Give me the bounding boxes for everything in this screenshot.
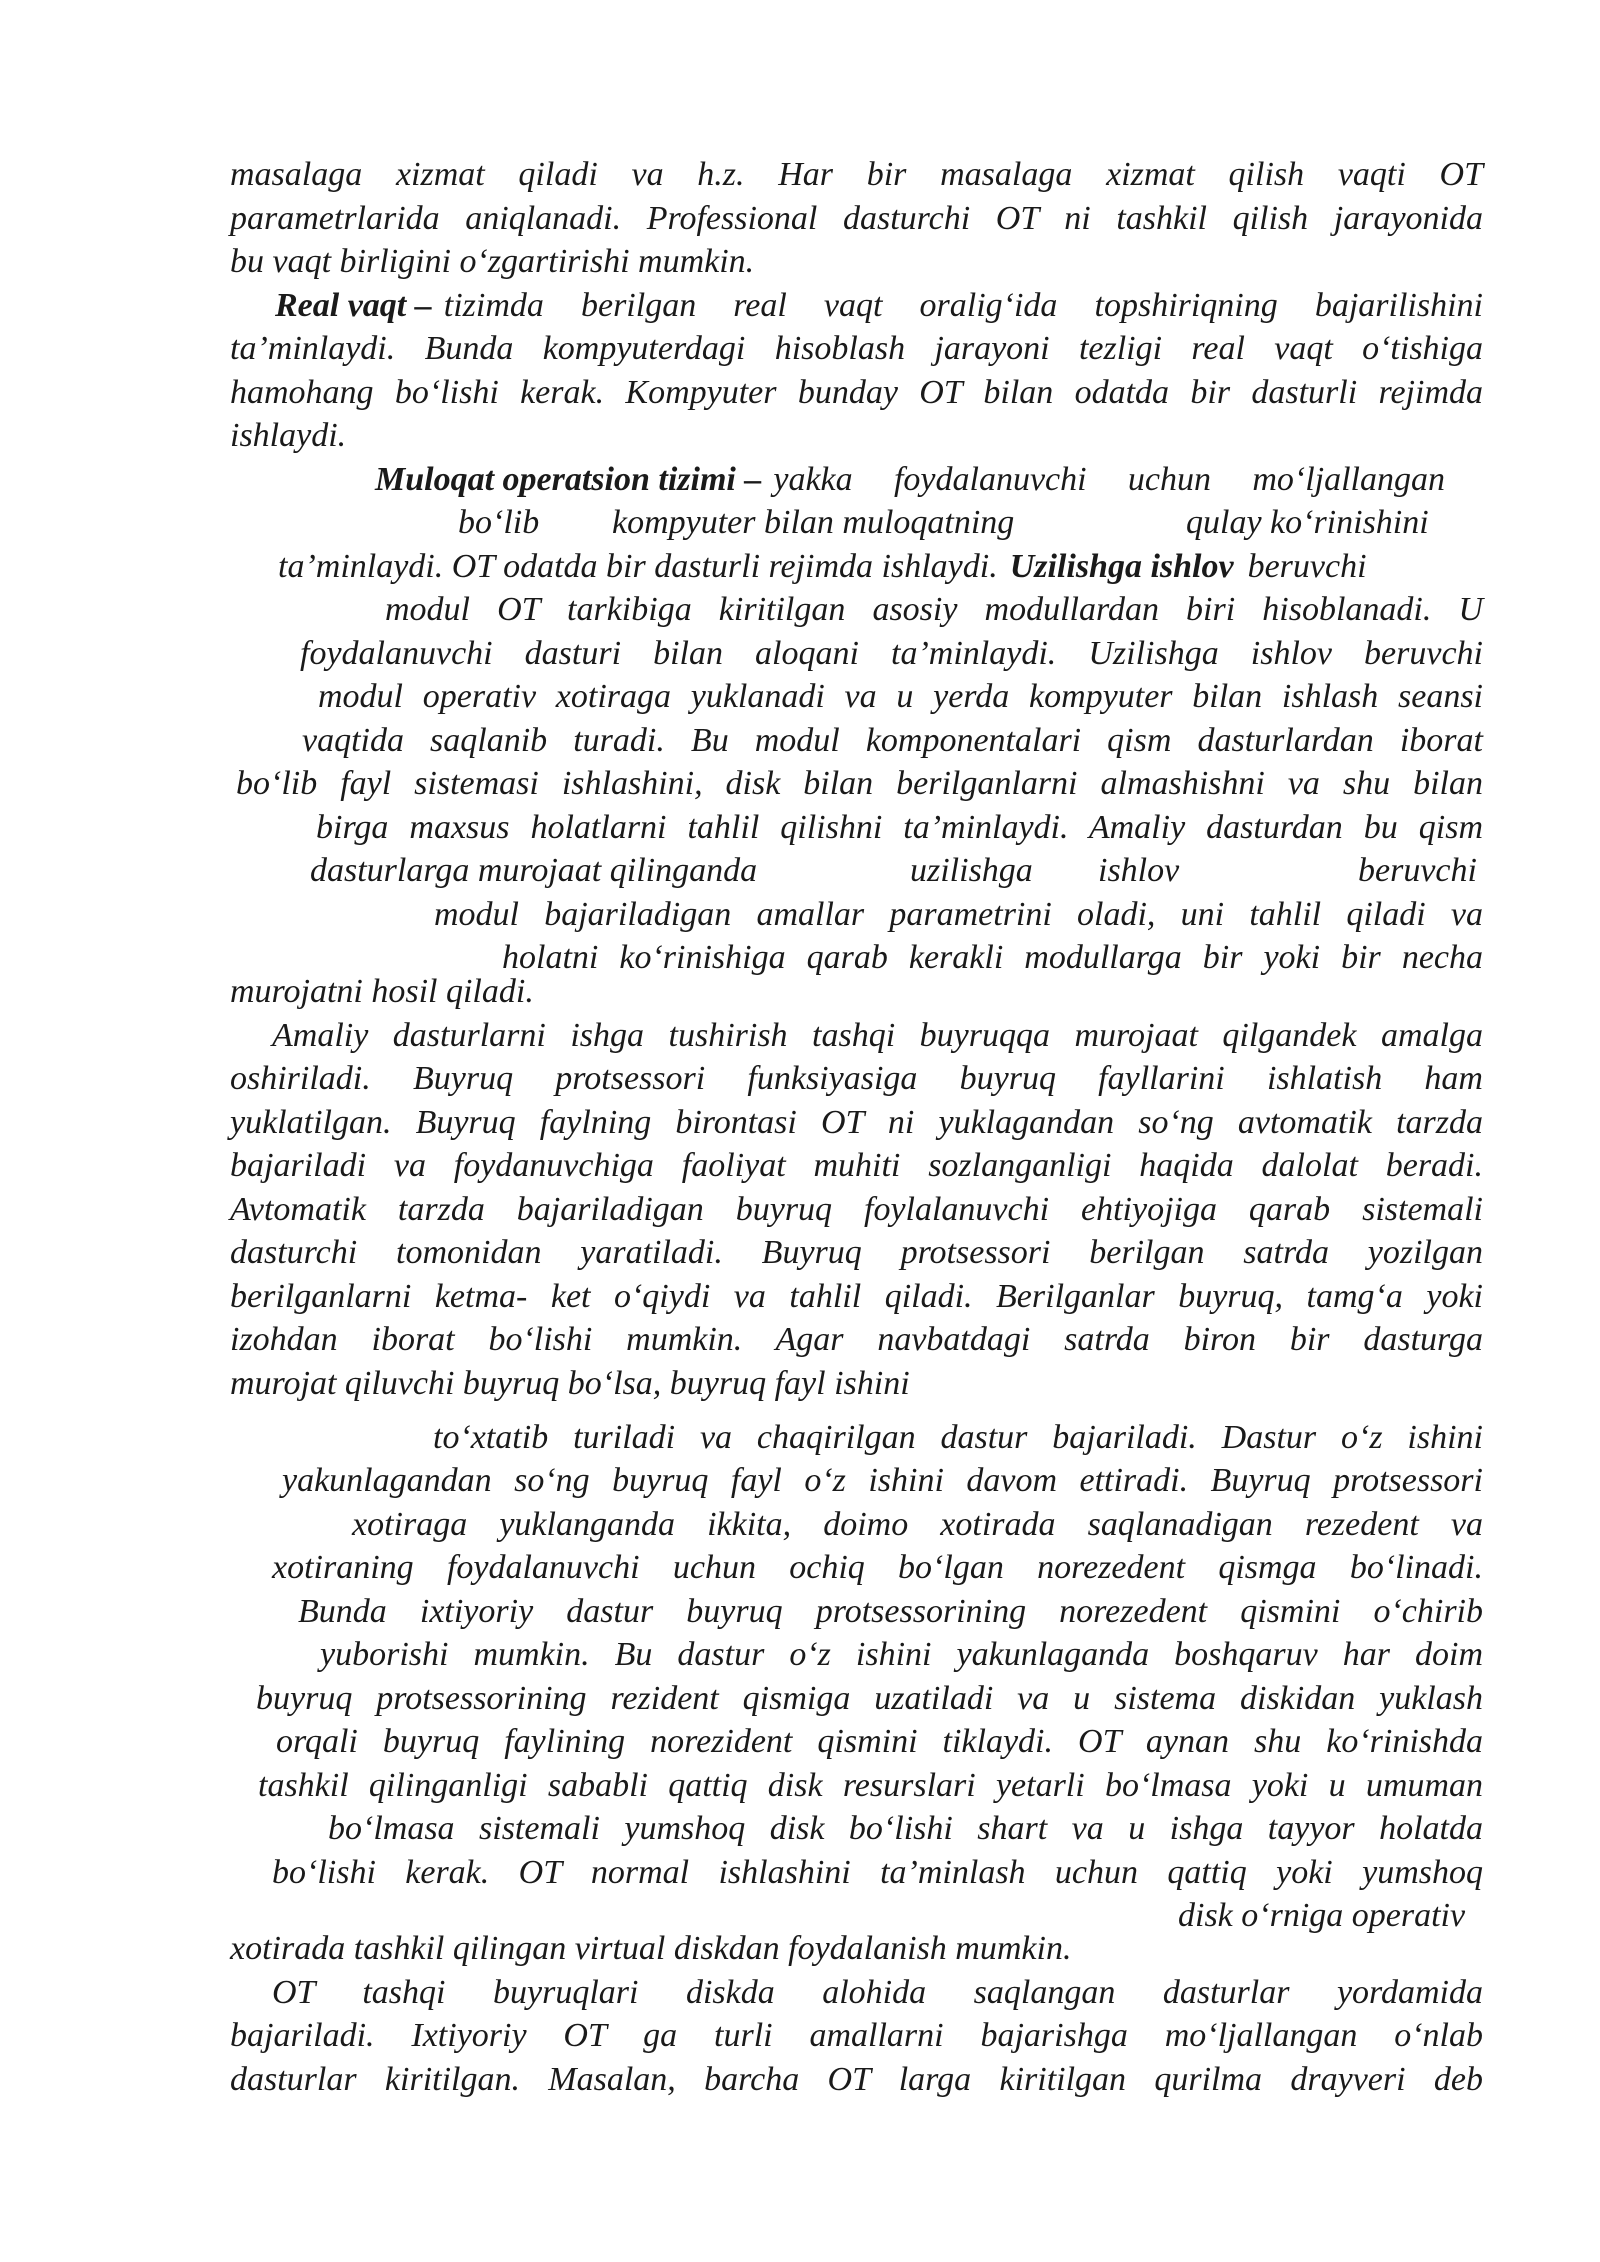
text-line: holatni ko‘rinishiga qarab kerakli modullarga bir yoki bir necha (502, 939, 1483, 976)
text-line: xotiraga yuklanganda ikkita, doimo xotirada saqlanadigan rezedent va (352, 1506, 1483, 1543)
text-line: berilganlarni ketma- ket o‘qiydi va tahlil qiladi. Berilganlar buyruq, tamg‘a yoki (230, 1278, 1483, 1315)
text-line: masalaga xizmat qiladi va h.z. Har bir masalaga xizmat qilish vaqti OT (230, 156, 1483, 193)
text-line: hamohang bo‘lishi kerak. Kompyuter bunday OT bilan odatda bir dasturli rejimda (230, 374, 1483, 411)
term-uzilishga: Uzilishga ishlov (1009, 548, 1234, 585)
text-line: dasturchi tomonidan yaratiladi. Buyruq protsessori berilgan satrda yozilgan (230, 1234, 1483, 1271)
text-line: Avtomatik tarzda bajariladigan buyruq foylalanuvchi ehtiyojiga qarab sistemali (230, 1191, 1483, 1228)
text-line: xotiraning foydalanuvchi uchun ochiq bo‘lgan norezedent qismga bo‘linadi. (272, 1549, 1483, 1586)
text-line: buyruq protsessorining rezident qismiga uzatiladi va u sistema diskidan yuklash (256, 1680, 1483, 1717)
text-fragment: kompyuter bilan muloqatning (612, 504, 1015, 541)
text-fragment: uzilishga (910, 852, 1033, 889)
text-line: parametrlarida aniqlanadi. Professional dasturchi OT ni tashkil qilish jarayonida (230, 200, 1483, 237)
text-line-mixed (278, 547, 1483, 587)
text-fragment: ta’minlaydi. OT odatda bir dasturli rejimda ishlaydi. (278, 548, 998, 585)
text-fragment: qulay ko‘rinishini (1186, 504, 1429, 541)
text-line: ishlaydi. (230, 417, 347, 454)
text-line: bajariladi va foydanuvchiga faoliyat muhiti sozlanganligi haqida dalolat beradi. (230, 1147, 1483, 1184)
text-line: modul OT tarkibiga kiritilgan asosiy modullardan biri hisoblanadi. U (385, 591, 1483, 628)
text-line: foydalanuvchi dasturi bilan aloqani ta’minlaydi. Uzilishga ishlov beruvchi (300, 635, 1483, 672)
text-line: bu vaqt birligini o‘zgartirishi mumkin. (230, 243, 755, 280)
text-fragment: dasturlarga murojaat qilinganda (310, 852, 758, 889)
text-fragment: bo‘lib (458, 504, 540, 541)
term-real-vaqt: Real vaqt – (275, 287, 432, 324)
text-line: Amaliy dasturlarni ishga tushirish tashqi buyruqqa murojaat qilgandek amalga (272, 1017, 1483, 1054)
text-fragment: beruvchi (1358, 852, 1477, 889)
text-line: dasturlar kiritilgan. Masalan, barcha OT larga kiritilgan qurilma drayveri deb (230, 2061, 1483, 2098)
text-line: yakunlagandan so‘ng buyruq fayl o‘z ishini davom ettiradi. Buyruq protsessori (282, 1462, 1483, 1499)
text-line: modul bajariladigan amallar parametrini oladi, uni tahlil qiladi va (434, 896, 1483, 933)
text-line: vaqtida saqlanib turadi. Bu modul komponentalari qism dasturlardan iborat (302, 722, 1483, 759)
text-line: bo‘lib fayl sistemasi ishlashini, disk bilan berilganlarni almashishni va shu bilan (236, 765, 1483, 802)
text-line: to‘xtatib turiladi va chaqirilgan dastur bajariladi. Dastur o‘z ishini (433, 1419, 1483, 1456)
text-line: tizimda berilgan real vaqt oralig‘ida topshiriqning bajarilishini (443, 287, 1483, 324)
text-line: xotirada tashkil qilingan virtual diskdan foydalanish mumkin. (230, 1930, 1072, 1967)
text-line: bajariladi. Ixtiyoriy OT ga turli amallarni bajarishga mo‘ljallangan o‘nlab (230, 2017, 1483, 2054)
text-line: birga maxsus holatlarni tahlil qilishni ta’minlaydi. Amaliy dasturdan bu qism (316, 809, 1483, 846)
text-fragment: beruvchi (1247, 548, 1367, 585)
text-line: Bunda ixtiyoriy dastur buyruq protsessorining norezedent qismini o‘chirib (298, 1593, 1483, 1630)
text-line: yuklatilgan. Buyruq faylning birontasi OT ni yuklagandan so‘ng avtomatik tarzda (230, 1104, 1483, 1141)
text-fragment: ishlov (1098, 852, 1180, 889)
text-line: yakka foydalanuvchi uchun mo‘ljallangan (773, 461, 1445, 498)
text-line: oshiriladi. Buyruq protsessori funksiyasiga buyruq fayllarini ishlatish ham (230, 1060, 1483, 1097)
text-line: bo‘lishi kerak. OT normal ishlashini ta’minlash uchun qattiq yoki yumshoq (272, 1854, 1483, 1891)
text-line: murojatni hosil qiladi. (230, 973, 534, 1010)
text-line: disk o‘rniga operativ (1178, 1897, 1466, 1934)
text-line: izohdan iborat bo‘lishi mumkin. Agar navbatdagi satrda biron bir dasturga (230, 1321, 1483, 1358)
text-line: murojat qiluvchi buyruq bo‘lsa, buyruq fayl ishini (230, 1365, 910, 1402)
paragraph-muloqat (375, 460, 1445, 500)
text-line: yuborishi mumkin. Bu dastur o‘z ishini yakunlaganda boshqaruv har doim (320, 1636, 1483, 1673)
term-muloqat: Muloqat operatsion tizimi – (375, 461, 762, 498)
text-line: ta’minlaydi. Bunda kompyuterdagi hisoblash jarayoni tezligi real vaqt o‘tishiga (230, 330, 1483, 367)
text-line: bo‘lmasa sistemali yumshoq disk bo‘lishi shart va u ishga tayyor holatda (328, 1810, 1483, 1847)
text-line: modul operativ xotiraga yuklanadi va u yerda kompyuter bilan ishlash seansi (318, 678, 1483, 715)
text-line: OT tashqi buyruqlari diskda alohida saqlangan dasturlar yordamida (272, 1974, 1483, 2011)
paragraph-real-vaqt (275, 286, 1483, 326)
text-line: orqali buyruq faylining norezident qismini tiklaydi. OT aynan shu ko‘rinishda (276, 1723, 1483, 1760)
text-line: tashkil qilinganligi sababli qattiq disk resurslari yetarli bo‘lmasa yoki u umuman (258, 1767, 1483, 1804)
